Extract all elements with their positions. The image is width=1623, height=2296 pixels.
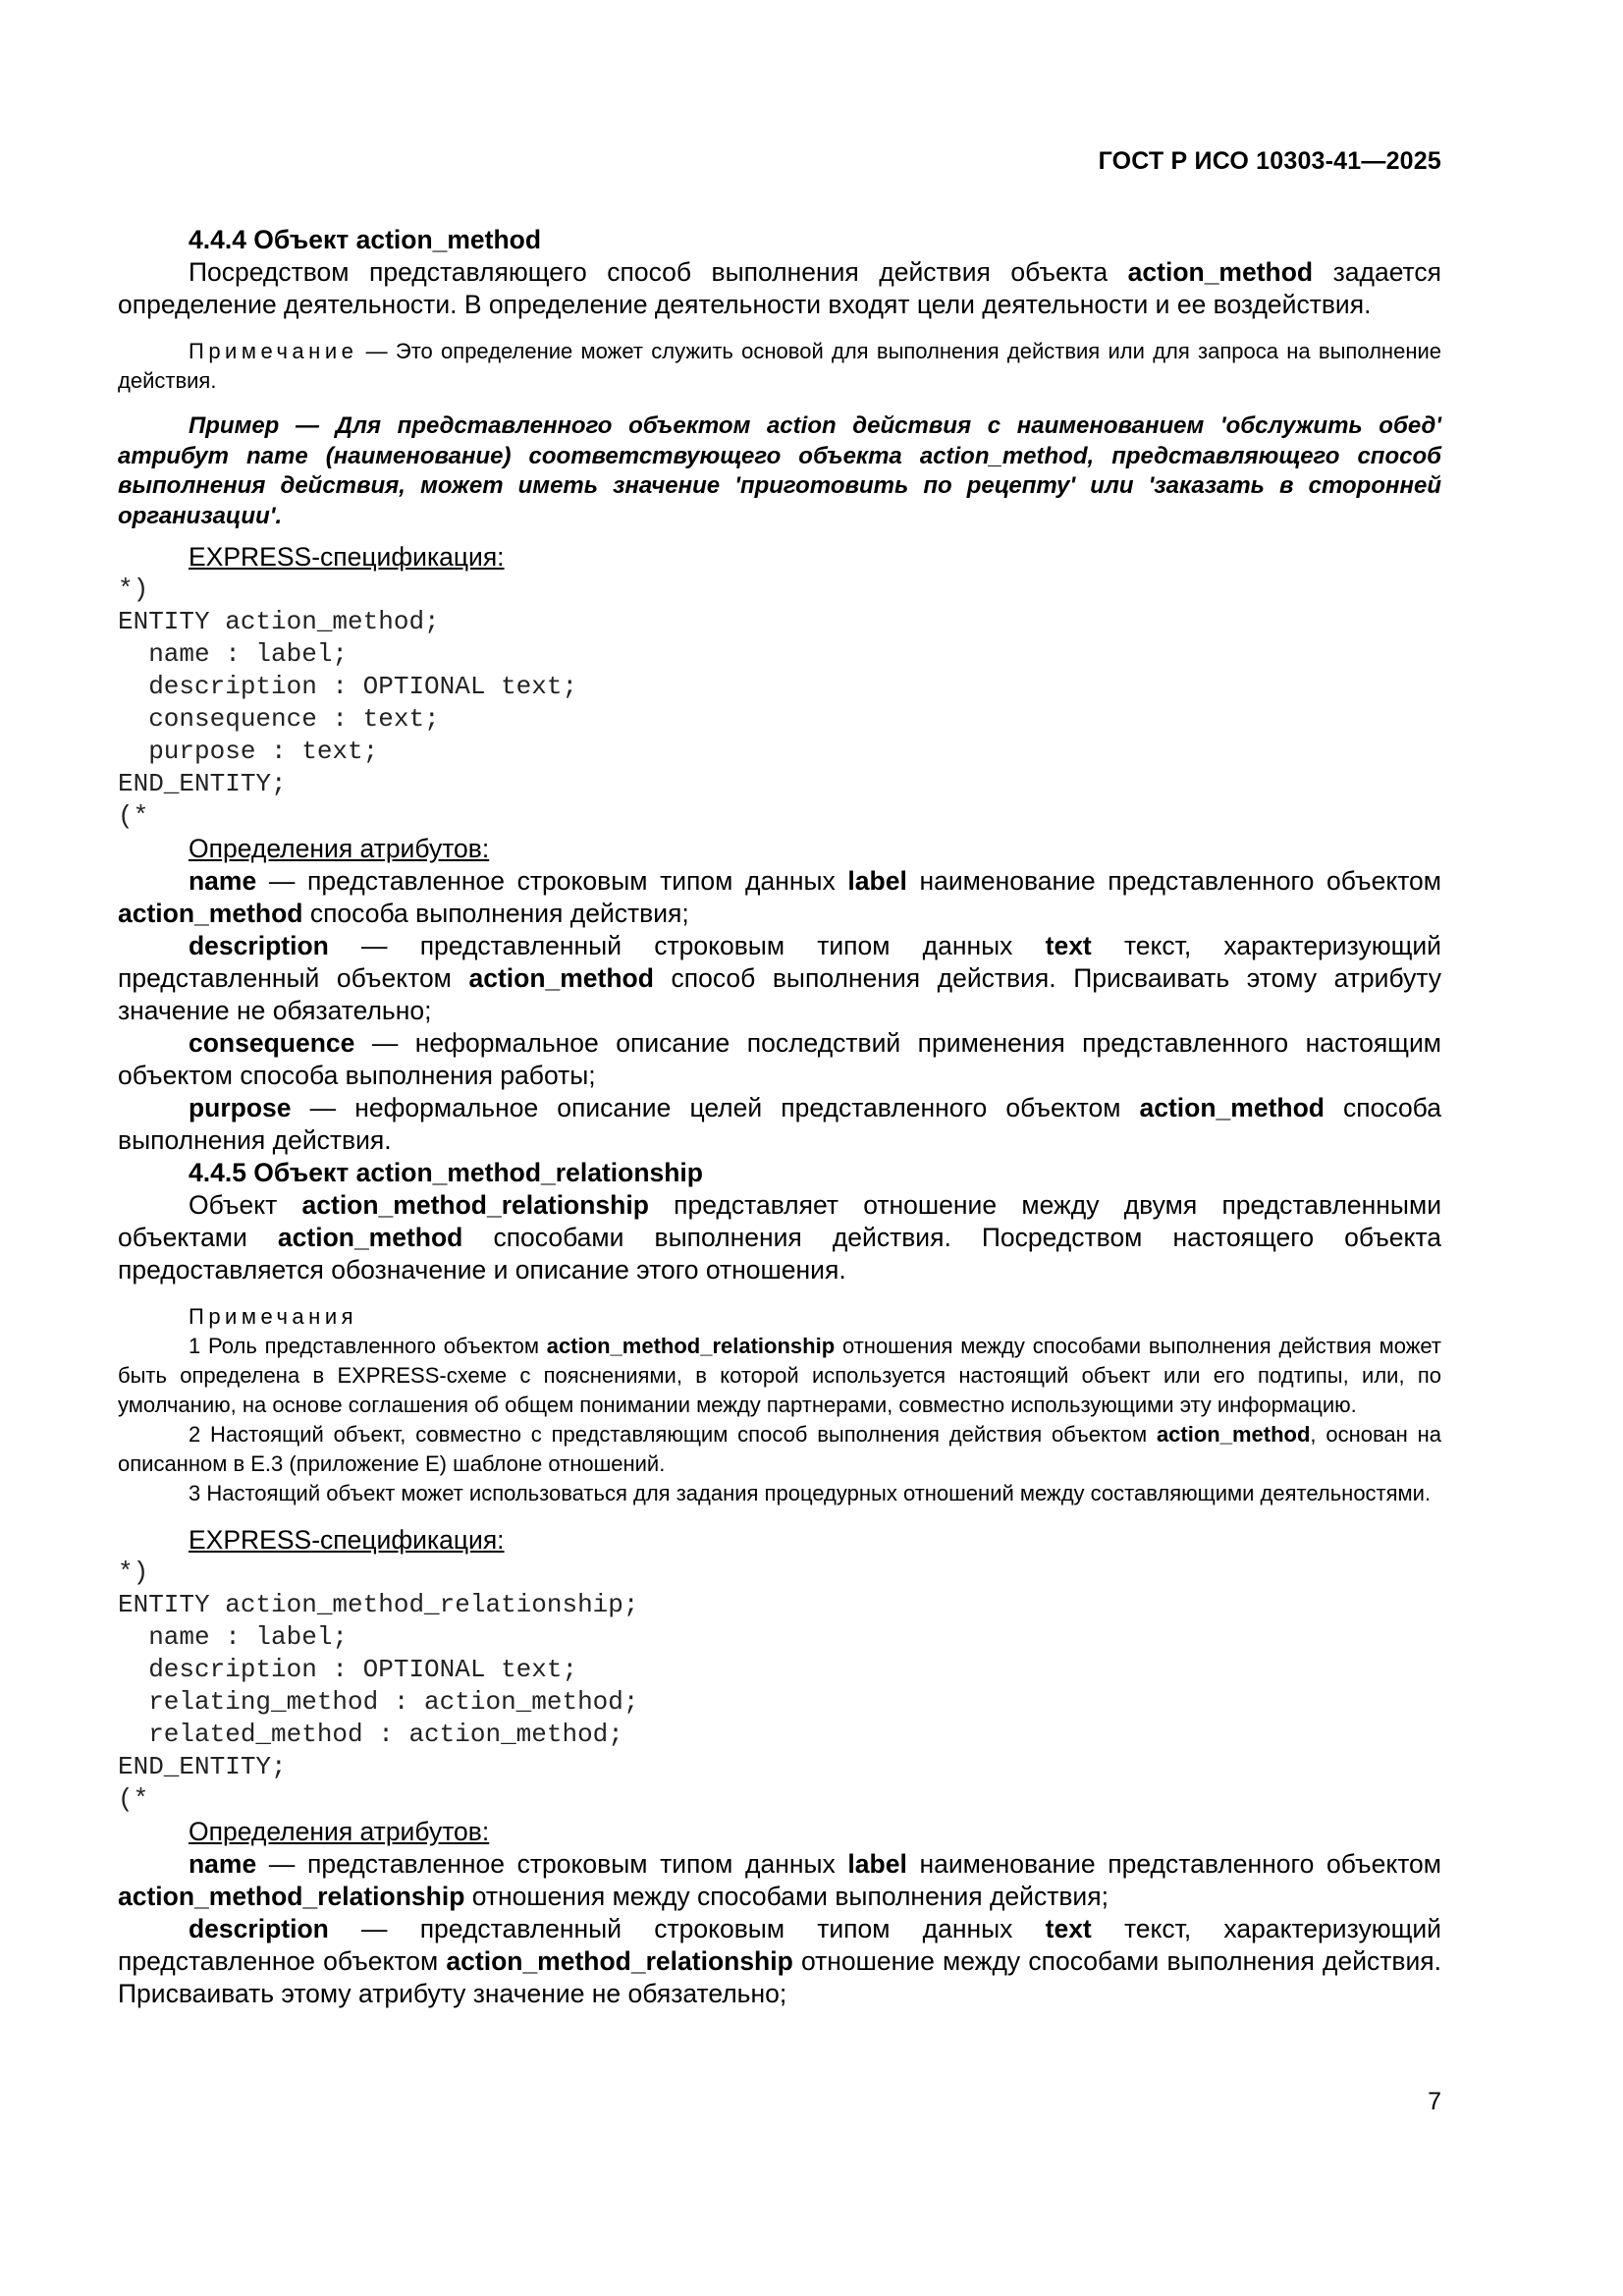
attr-label-4-4-5: Определения атрибутов:: [189, 1817, 490, 1846]
attr-description-def: description — представленный строковым типом данных text текст, характеризующий представленный объектом action_method способ выполнения действия. Присваивать этому атрибуту значение не обязательно;: [118, 931, 1441, 1025]
section-heading-4-4-4: 4.4.4 Объект action_method: [189, 225, 542, 254]
section-4-4-4-intro: Посредством представляющего способ выполнения действия объекта action_method задается определение деятельности. В определение деятельности входят цели деятельности и ее воздействия.: [118, 257, 1441, 319]
document-header-id: ГОСТ Р ИСО 10303-41—2025: [1098, 147, 1441, 175]
note-item-2: 2 Настоящий объект, совместно с представляющим способ выполнения действия объектом action_method, основан на описанном в E.3 (приложение E) шаблоне отношений.: [118, 1422, 1442, 1476]
example-4-4-4: Пример — Для представленного объектом action действия с наименованием 'обслужить обед' атрибут name (наименование) соответствующего объекта action_method, представляющего способ выполнения действия, может иметь значение 'приготовить по рецепту' или 'заказать в сторонней организации'.: [118, 412, 1441, 529]
attr-description-def-rel: description — представленный строковым типом данных text текст, характеризующий представленное объектом action_method_relationship отношение между способами выполнения действия. Присваивать этому атрибуту значение не обязательно;: [118, 1914, 1441, 2008]
note-item-1: 1 Роль представленного объектом action_method_relationship отношения между способами выполнения действия может быть определена в EXPRESS-схеме с пояснениями, в которой используется настоящий объект или его подтипы, или, по умолчанию, на основе соглашения об общем понимании между партнерами, совместно использующими эту информацию.: [118, 1334, 1441, 1417]
note-text: — Это определение может служить основой для выполнения действия или для запроса на выполнение действия.: [118, 339, 1441, 393]
express-label-4-4-5: EXPRESS-спецификация:: [189, 1525, 505, 1555]
note-label: Примечание: [189, 339, 358, 363]
notes-label-4-4-5: Примечания: [189, 1304, 358, 1329]
note-4-4-4: [118, 337, 1441, 396]
attr-name-def-rel: name — представленное строковым типом данных label наименование представленного объектом action_method_relationship отношения между способами выполнения действия;: [118, 1849, 1442, 1911]
page-number: 7: [1428, 2088, 1441, 2115]
express-code-4-4-5: *) ENTITY action_method_relationship; name : label; description : OPTIONAL text; relating_method : action_method; related_method : action_method; END_ENTITY; (*: [118, 1558, 639, 1814]
attr-name-def: name — представленное строковым типом данных label наименование представленного объектом action_method способа выполнения действия;: [118, 866, 1442, 928]
attr-label-4-4-4: Определения атрибутов:: [189, 834, 490, 863]
express-code-4-4-4: *) ENTITY action_method; name : label; description : OPTIONAL text; consequence : text; purpose : text; END_ENTITY; (*: [118, 574, 578, 831]
attr-purpose-def: purpose — неформальное описание целей представленного объектом action_method способа выполнения действия.: [118, 1093, 1441, 1155]
note-item-3: 3 Настоящий объект может использоваться для задания процедурных отношений между составляющими деятельностями.: [189, 1481, 1432, 1505]
attr-consequence-def: consequence — неформальное описание последствий применения представленного настоящим объектом способа выполнения работы;: [118, 1028, 1441, 1090]
section-heading-4-4-5: 4.4.5 Объект action_method_relationship: [189, 1158, 703, 1187]
section-4-4-5-intro: Объект action_method_relationship представляет отношение между двумя представленными объектами action_method способами выполнения действия. Посредством настоящего объекта предоставляется обозначение и описание этого отношения.: [118, 1190, 1441, 1285]
page-content: [118, 224, 1441, 2010]
express-label-4-4-4: EXPRESS-спецификация:: [189, 542, 505, 572]
